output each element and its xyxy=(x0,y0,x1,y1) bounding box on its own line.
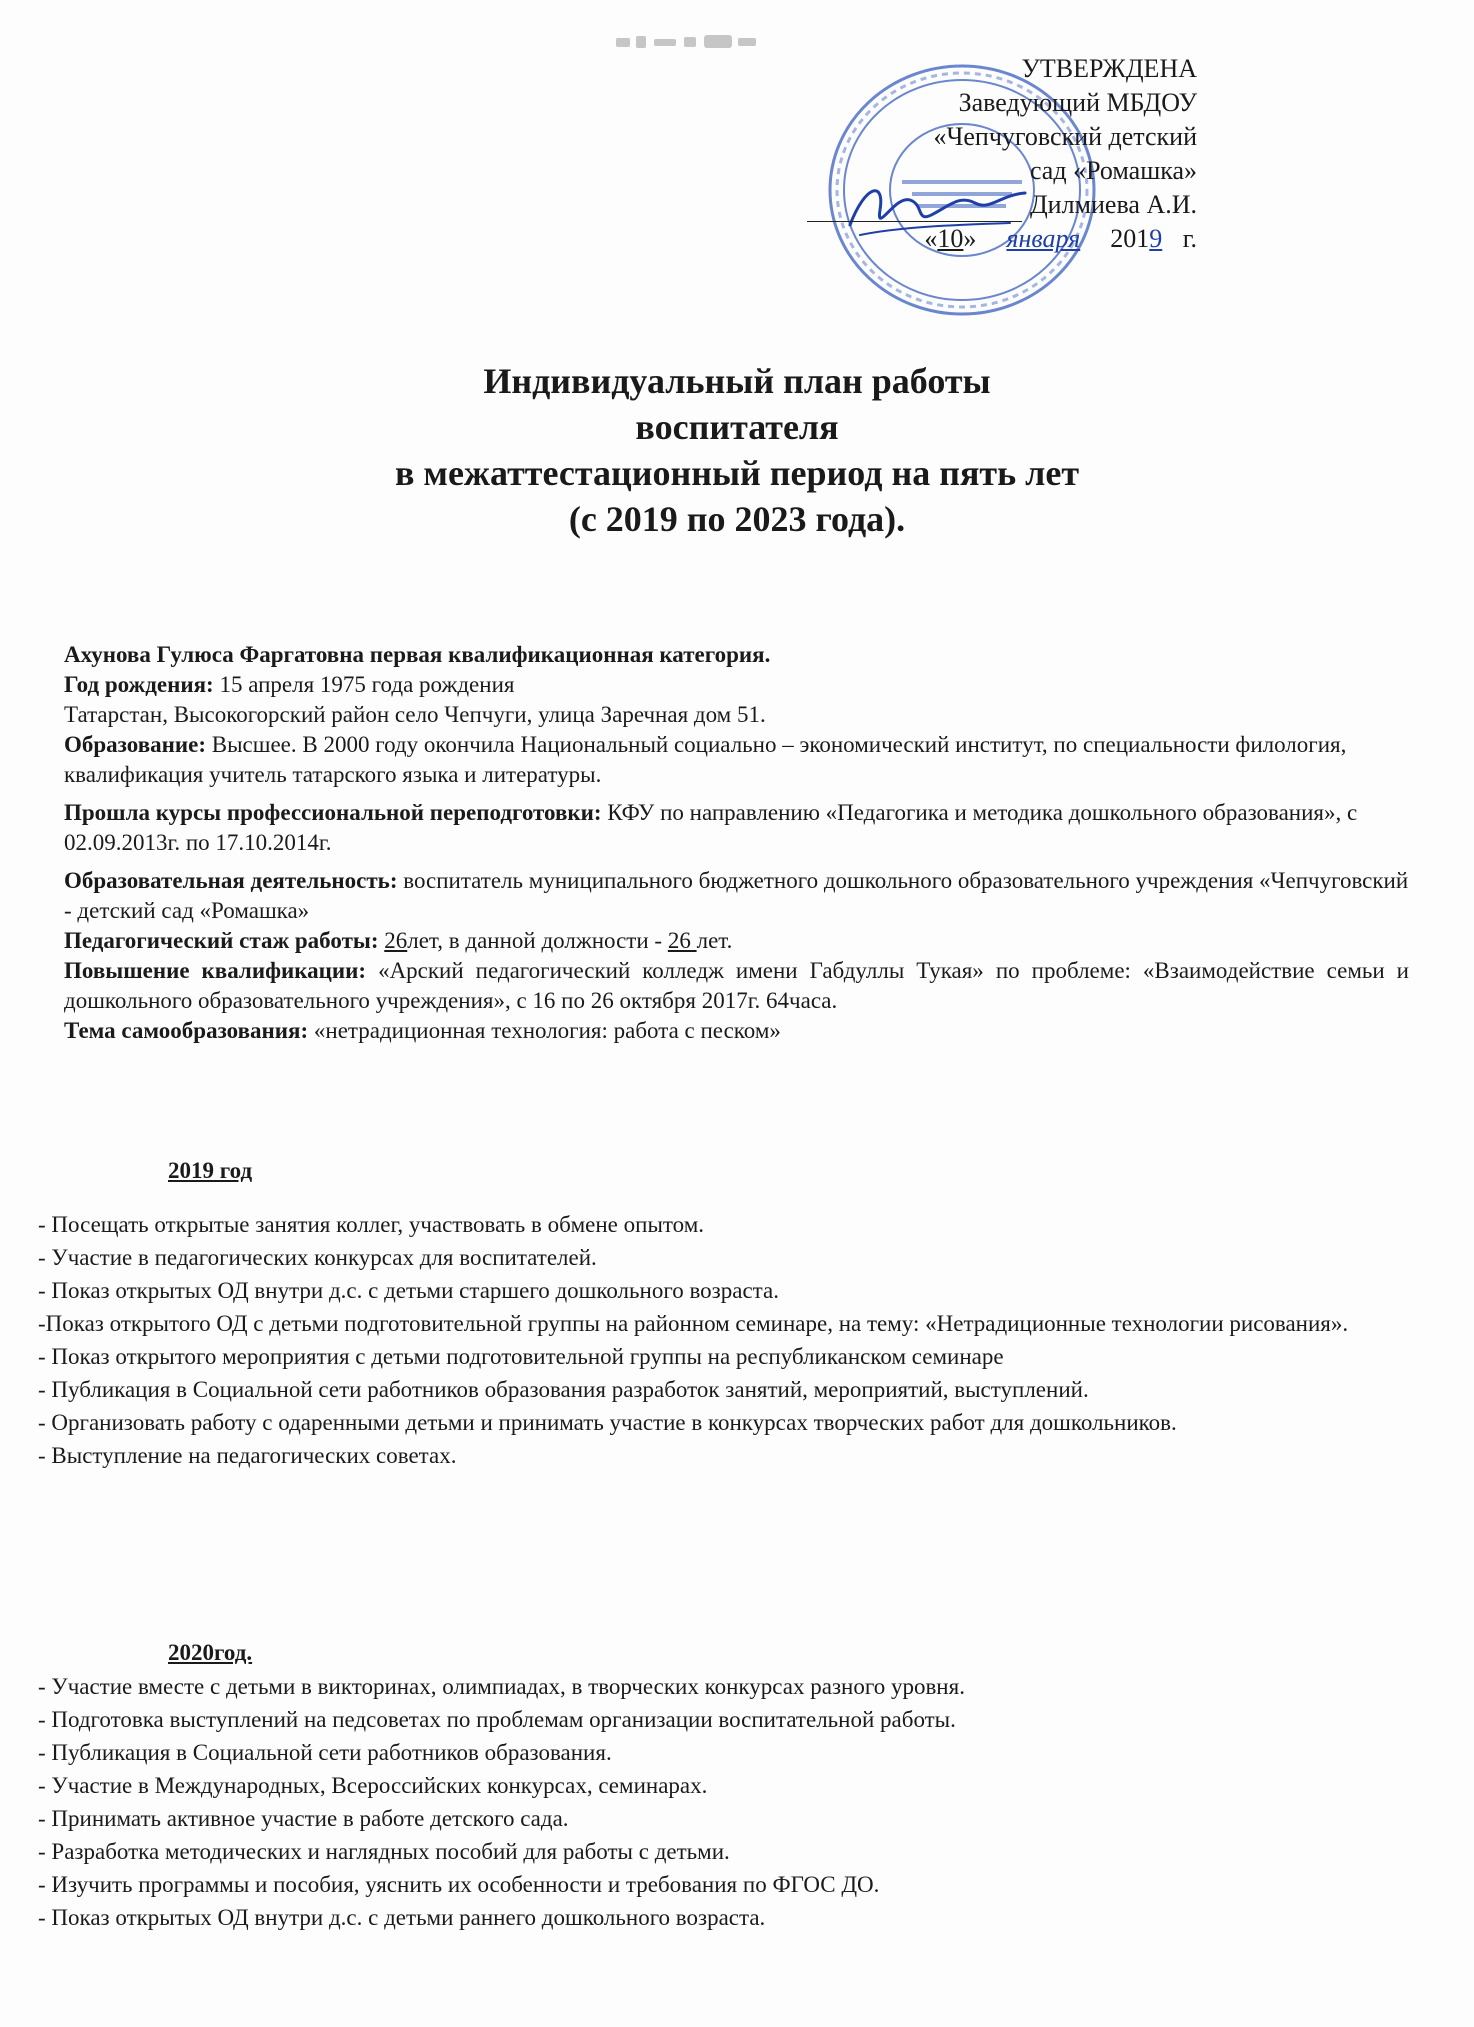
title-line-1: Индивидуальный план работы xyxy=(483,361,991,401)
list-item: -Показ открытого ОД с детьми подготовительной группы на районном семинаре, на тему: «Нетрадиционные технологии рисования». xyxy=(38,1311,1349,1336)
teaching-experience: Педагогический стаж работы: 26лет, в данной должности - 26 лет. xyxy=(64,928,733,953)
list-item: - Показ открытых ОД внутри д.с. с детьми раннего дошкольного возраста. xyxy=(38,1905,766,1930)
approval-date-day: 10 xyxy=(937,224,964,253)
year-2020-list xyxy=(38,1672,1408,1936)
title-line-2: воспитателя xyxy=(635,407,839,447)
list-item: - Показ открытого мероприятия с детьми подготовительной группы на республиканском семинаре xyxy=(38,1344,1004,1369)
list-item: - Принимать активное участие в работе детского сада. xyxy=(38,1806,569,1831)
teacher-name: Ахунова Гулюса Фаргатовна первая квалификационная категория. xyxy=(64,642,771,667)
approval-date: «10» января 2019 г. xyxy=(924,224,1197,253)
approval-date-month: января xyxy=(1006,224,1081,253)
list-item: - Публикация в Социальной сети работников образования разработок занятий, мероприятий, выступлений. xyxy=(38,1377,1089,1402)
approval-block xyxy=(807,52,1197,256)
scan-smudge xyxy=(612,28,772,56)
list-item: - Подготовка выступлений на педсоветах по проблемам организации воспитательной работы. xyxy=(38,1707,956,1732)
approval-position: Заведующий МБДОУ xyxy=(958,88,1197,117)
title-line-4: (с 2019 по 2023 года). xyxy=(568,499,906,539)
education: Образование: Высшее. В 2000 году окончила Национальный социально – экономический институт, по специальности филология, квалификация учитель татарского языка и литературы. xyxy=(64,732,1347,787)
title-line-3: в межаттестационный период на пять лет xyxy=(394,453,1080,493)
list-item: - Участие в педагогических конкурсах для воспитателей. xyxy=(38,1245,597,1270)
retraining: Прошла курсы профессиональной переподготовки: КФУ по направлению «Педагогика и методика дошкольного образования», с 02.09.2013г. по 17.10.2014г. xyxy=(64,800,1358,855)
educational-activity: Образовательная деятельность: воспитатель муниципального бюджетного дошкольного образовательного учреждения «Чепчуговский - детский сад «Ромашка» xyxy=(64,868,1409,923)
birth-date: Год рождения: 15 апреля 1975 года рождения xyxy=(64,672,515,697)
list-item: - Публикация в Социальной сети работников образования. xyxy=(38,1740,612,1765)
list-item: - Участие вместе с детьми в викторинах, олимпиадах, в творческих конкурсах разного уровня. xyxy=(38,1674,965,1699)
list-item: - Изучить программы и пособия, уяснить их особенности и требования по ФГОС ДО. xyxy=(38,1872,880,1897)
year-2019-heading: 2019 год xyxy=(168,1158,253,1183)
list-item: - Выступление на педагогических советах. xyxy=(38,1443,457,1468)
list-item: - Посещать открытые занятия коллег, участвовать в обмене опытом. xyxy=(38,1212,705,1237)
year-2019-list xyxy=(38,1210,1408,1474)
approval-signatory: Дилмиева А.И. xyxy=(807,188,1197,222)
list-item: - Разработка методических и наглядных пособий для работы с детьми. xyxy=(38,1839,730,1864)
document-title xyxy=(0,358,1474,542)
year-2020-heading: 2020год. xyxy=(168,1640,253,1665)
approval-date-year-digit: 9 xyxy=(1149,224,1163,253)
address: Татарстан, Высокогорский район село Чепчуги, улица Заречная дом 51. xyxy=(64,702,766,727)
personal-info xyxy=(64,640,1409,1046)
qualification-upgrade: Повышение квалификации: «Арский педагогический колледж имени Габдуллы Тукая» по проблеме: «Взаимодействие семьи и дошкольного образовательного учреждения», с 16 по 26 октября 2017г. 64часа. xyxy=(64,958,1409,1013)
approval-org-line1: «Чепчуговский детский xyxy=(933,122,1197,151)
list-item: - Показ открытых ОД внутри д.с. с детьми старшего дошкольного возраста. xyxy=(38,1278,779,1303)
list-item: - Организовать работу с одаренными детьми и принимать участие в конкурсах творческих работ для дошкольников. xyxy=(38,1410,1177,1435)
approval-org-line2: сад «Ромашка» xyxy=(1029,156,1197,185)
approval-heading: УТВЕРЖДЕНА xyxy=(1021,54,1197,83)
self-education-theme: Тема самообразования: «нетрадиционная технология: работа с песком» xyxy=(64,1018,781,1043)
list-item: - Участие в Международных, Всероссийских конкурсах, семинарах. xyxy=(38,1773,708,1798)
